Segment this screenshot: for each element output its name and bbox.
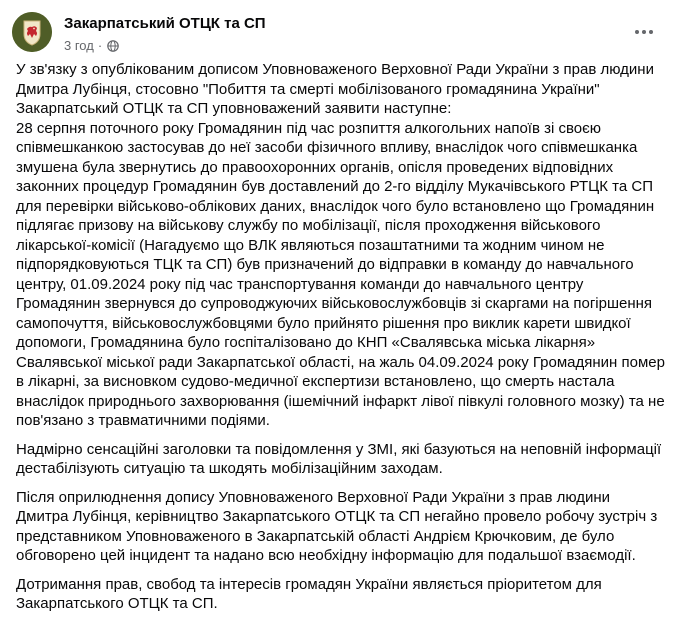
post-meta [64,38,119,53]
post-paragraph: Після оприлюднення допису Уповноваженого Верховної Ради України з прав людини Дмитра Лубінця, керівництво Закарпатського ОТЦК та СП негайно провело робочу зустріч з представником Уповноваженого в Закарпатській області Андрієм Крючковим, де було обговорено цей інцидент та надано всю необхідну інформацію для подальшої взаємодії. [16,488,658,564]
more-options-button[interactable] [628,16,660,48]
meta-separator: · [97,38,103,53]
globe-icon[interactable] [107,40,119,52]
post-paragraph: Дотримання прав, свобод та інтересів громадян України являється пріоритетом для Закарпатського ОТЦК та СП. [16,575,602,612]
page-avatar[interactable] [12,12,52,52]
post-paragraph: У зв'язку з опублікованим дописом Уповноваженого Верховної Ради України з прав людини Дмитра Лубінця, стосовно "Побиття та смерті мобілізованого громадянина України" Закарпатський ОТЦК та СП уповноважений заявити наступне: 28 серпня поточного року Громадянин під час розпиття алкогольних напоїв зі своєю співмешканкою застосував до неї засоби фізичного впливу, внаслідок чого співмешканка змушена була звернутись до правоохоронних органів, опісля проведених відповідних законних процедур Громадянин був доставлений до 2-го відділу Мукачівського РТЦК та СП для перевірки військово-облікових даних, внаслідок чого було встановлено що Громадянин підлягає призову на військову службу по мобілізації, після проходження військового лікарської-комісії (Нагадуємо що ВЛК являються позаштатними та жодним чином не підпорядковуються ТЦК та СП) був призначений до відправки в команду до навчального центру, 01.09.2024 року під час транспортування команди до навчального центру Громадянин звернувся до супроводжуючих військовослужбовців зі скаргами на погіршення самопочуття, військовослужбовцями було прийнято рішення про виклик карети швидкої допомоги, Громадянина було госпіталізовано до КНП «Свалявська міська лікарня» Свалявської міської ради Закарпатської області, на жаль 04.09.2024 року Громадянин помер в лікарні, за висновком судово-медичної експертизи встановлено, що смерть настала внаслідок природнього захворювання (ішемічний інфаркт лівої півкулі головного мозку) та не пов'язано з травматичними подіями. [16,61,665,429]
post-timestamp[interactable]: 3 год [64,38,94,53]
page-name-link[interactable]: Закарпатський ОТЦК та СП [64,15,266,32]
post-header [12,8,662,52]
post-paragraph: Надмірно сенсаційні заголовки та повідомлення у ЗМІ, які базуються на неповній інформації дестабілізують ситуацію та шкодять мобілізаційним заходам. [16,440,662,477]
post-body [16,60,668,623]
heraldic-emblem-icon [12,12,52,52]
more-options-icon [634,29,654,35]
